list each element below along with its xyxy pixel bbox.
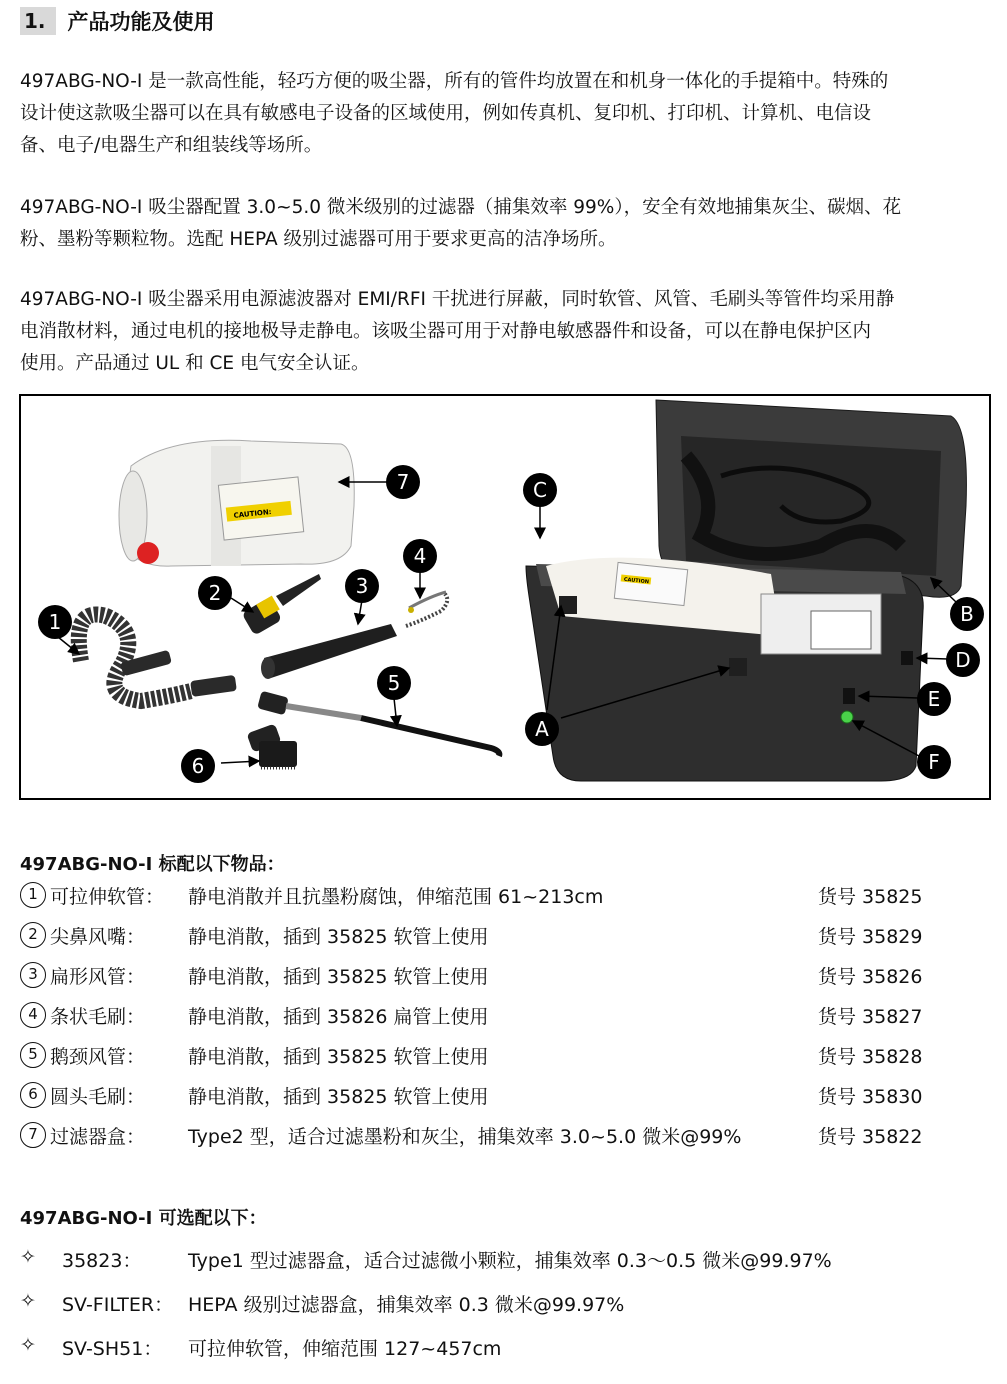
item-description: 静电消散，插到 35825 软管上使用: [188, 1086, 489, 1108]
standard-item: [20, 1122, 980, 1154]
paragraph-esd: [20, 284, 990, 380]
svg-text:C: C: [533, 478, 547, 502]
paragraph-line: 设计使这款吸尘器可以在具有敏感电子设备的区域使用，例如传真机、复印机、打印机、计算机、电信设: [20, 103, 872, 124]
diamond-bullet-icon: ✧: [20, 1290, 36, 1312]
item-number: 5: [20, 1042, 46, 1068]
option-description: 可拉伸软管，伸缩范围 127~457cm: [188, 1338, 502, 1360]
item-name: 圆头毛刷：: [50, 1086, 146, 1108]
paragraph-line: 497ABG-NO-I 吸尘器配置 3.0~5.0 微米级别的过滤器（捕集效率 99%），安全有效地捕集灰尘、碳烟、花: [20, 197, 902, 218]
optional-item: [20, 1290, 980, 1320]
standard-item: [20, 962, 980, 994]
item-part-number: 货号 35825: [818, 886, 923, 908]
svg-text:1: 1: [48, 610, 62, 634]
callout-b: [950, 597, 984, 631]
section-number: 1.: [20, 7, 56, 35]
optional-items-title: 497ABG-NO-I 可选配以下：: [20, 1208, 267, 1229]
option-code: SV-SH51：: [62, 1338, 163, 1360]
item-name: 鹅颈风管：: [50, 1046, 146, 1068]
paragraph-line: 粉、墨粉等颗粒物。选配 HEPA 级别过滤器可用于要求更高的洁净场所。: [20, 229, 617, 250]
callout-6: [181, 749, 215, 783]
item-part-number: 货号 35826: [818, 966, 923, 988]
svg-text:F: F: [928, 750, 940, 774]
paragraph-line: 497ABG-NO-I 是一款高性能，轻巧方便的吸尘器，所有的管件均放置在和机身一体化的手提箱中。特殊的: [20, 71, 889, 92]
svg-text:3: 3: [355, 574, 369, 598]
item-number: 7: [20, 1122, 46, 1148]
item-description: 静电消散并且抗墨粉腐蚀，伸缩范围 61~213cm: [188, 886, 604, 908]
standard-item: [20, 1002, 980, 1034]
svg-text:2: 2: [208, 581, 222, 605]
standard-items-title: 497ABG-NO-I 标配以下物品：: [20, 854, 285, 875]
item-description: 静电消散，插到 35825 软管上使用: [188, 1046, 489, 1068]
item-description: 静电消散，插到 35826 扁管上使用: [188, 1006, 489, 1028]
item-part-number: 货号 35827: [818, 1006, 923, 1028]
standard-item: [20, 1042, 980, 1074]
item-name: 条状毛刷：: [50, 1006, 146, 1028]
callout-f: [917, 745, 951, 779]
hose-illustration: [79, 614, 237, 701]
product-illustration: [21, 396, 989, 798]
item-part-number: 货号 35822: [818, 1126, 923, 1148]
callout-e: [917, 682, 951, 716]
paragraph-line: 497ABG-NO-I 吸尘器采用电源滤波器对 EMI/RFI 干扰进行屏蔽，同时软管、风管、毛刷头等管件均采用静: [20, 289, 895, 310]
item-number: 1: [20, 882, 46, 908]
item-number: 2: [20, 922, 46, 948]
item-number: 4: [20, 1002, 46, 1028]
item-number: 3: [20, 962, 46, 988]
item-part-number: 货号 35828: [818, 1046, 923, 1068]
callout-4: [403, 539, 437, 573]
option-code: 35823：: [62, 1250, 142, 1272]
callout-2: [198, 576, 232, 610]
callout-7: [386, 465, 420, 499]
item-name: 扁形风管：: [50, 966, 146, 988]
section-title: 产品功能及使用: [67, 10, 215, 34]
strip-brush-illustration: [406, 592, 447, 626]
callout-d: [946, 643, 980, 677]
callout-3: [345, 569, 379, 603]
paragraph-line: 电消散材料，通过电机的接地极导走静电。该吸尘器可用于对静电敏感器件和设备，可以在静电保护区内: [20, 321, 872, 342]
svg-text:A: A: [535, 717, 549, 741]
optional-item: [20, 1246, 980, 1276]
crevice-nozzle-illustration: [242, 574, 321, 636]
svg-text:4: 4: [413, 544, 427, 568]
svg-text:7: 7: [396, 470, 410, 494]
standard-item: [20, 1082, 980, 1114]
filter-caution-label: CAUTION:: [233, 507, 272, 520]
optional-item: [20, 1334, 980, 1364]
option-code: SV-FILTER：: [62, 1294, 174, 1316]
svg-text:E: E: [927, 687, 941, 711]
diamond-bullet-icon: ✧: [20, 1246, 36, 1268]
svg-text:D: D: [955, 648, 971, 672]
item-name: 过滤器盒：: [50, 1126, 146, 1148]
item-description: 静电消散，插到 35825 软管上使用: [188, 926, 489, 948]
svg-text:B: B: [960, 602, 974, 626]
item-part-number: 货号 35829: [818, 926, 923, 948]
callout-a: [525, 712, 559, 746]
svg-text:5: 5: [387, 671, 401, 695]
callout-c: [523, 473, 557, 507]
filter-cartridge-illustration: [119, 440, 354, 566]
callout-1: [38, 605, 72, 639]
product-figure: [19, 394, 991, 800]
option-description: HEPA 级别过滤器盒，捕集效率 0.3 微米@99.97%: [188, 1294, 625, 1316]
item-part-number: 货号 35830: [818, 1086, 923, 1108]
diamond-bullet-icon: ✧: [20, 1334, 36, 1356]
svg-text:6: 6: [191, 754, 205, 778]
item-name: 尖鼻风嘴：: [50, 926, 146, 948]
standard-item: [20, 922, 980, 954]
item-description: Type2 型，适合过滤墨粉和灰尘，捕集效率 3.0~5.0 微米@99%: [188, 1126, 742, 1148]
paragraph-intro: [20, 66, 990, 162]
section-header: [20, 4, 215, 38]
item-name: 可拉伸软管：: [50, 886, 165, 908]
callout-5: [377, 666, 411, 700]
paragraph-filter: [20, 192, 990, 256]
flat-tube-illustration: [261, 624, 397, 679]
standard-item: [20, 882, 980, 914]
option-description: Type1 型过滤器盒，适合过滤微小颗粒，捕集效率 0.3～0.5 微米@99.97%: [188, 1250, 832, 1272]
item-number: 6: [20, 1082, 46, 1108]
box-caution-label: CAUTION: [623, 576, 650, 586]
vacuum-case-illustration: [526, 400, 966, 781]
paragraph-line: 备、电子/电器生产和组装线等场所。: [20, 135, 323, 156]
item-description: 静电消散，插到 35825 软管上使用: [188, 966, 489, 988]
paragraph-line: 使用。产品通过 UL 和 CE 电气安全认证。: [20, 353, 370, 374]
